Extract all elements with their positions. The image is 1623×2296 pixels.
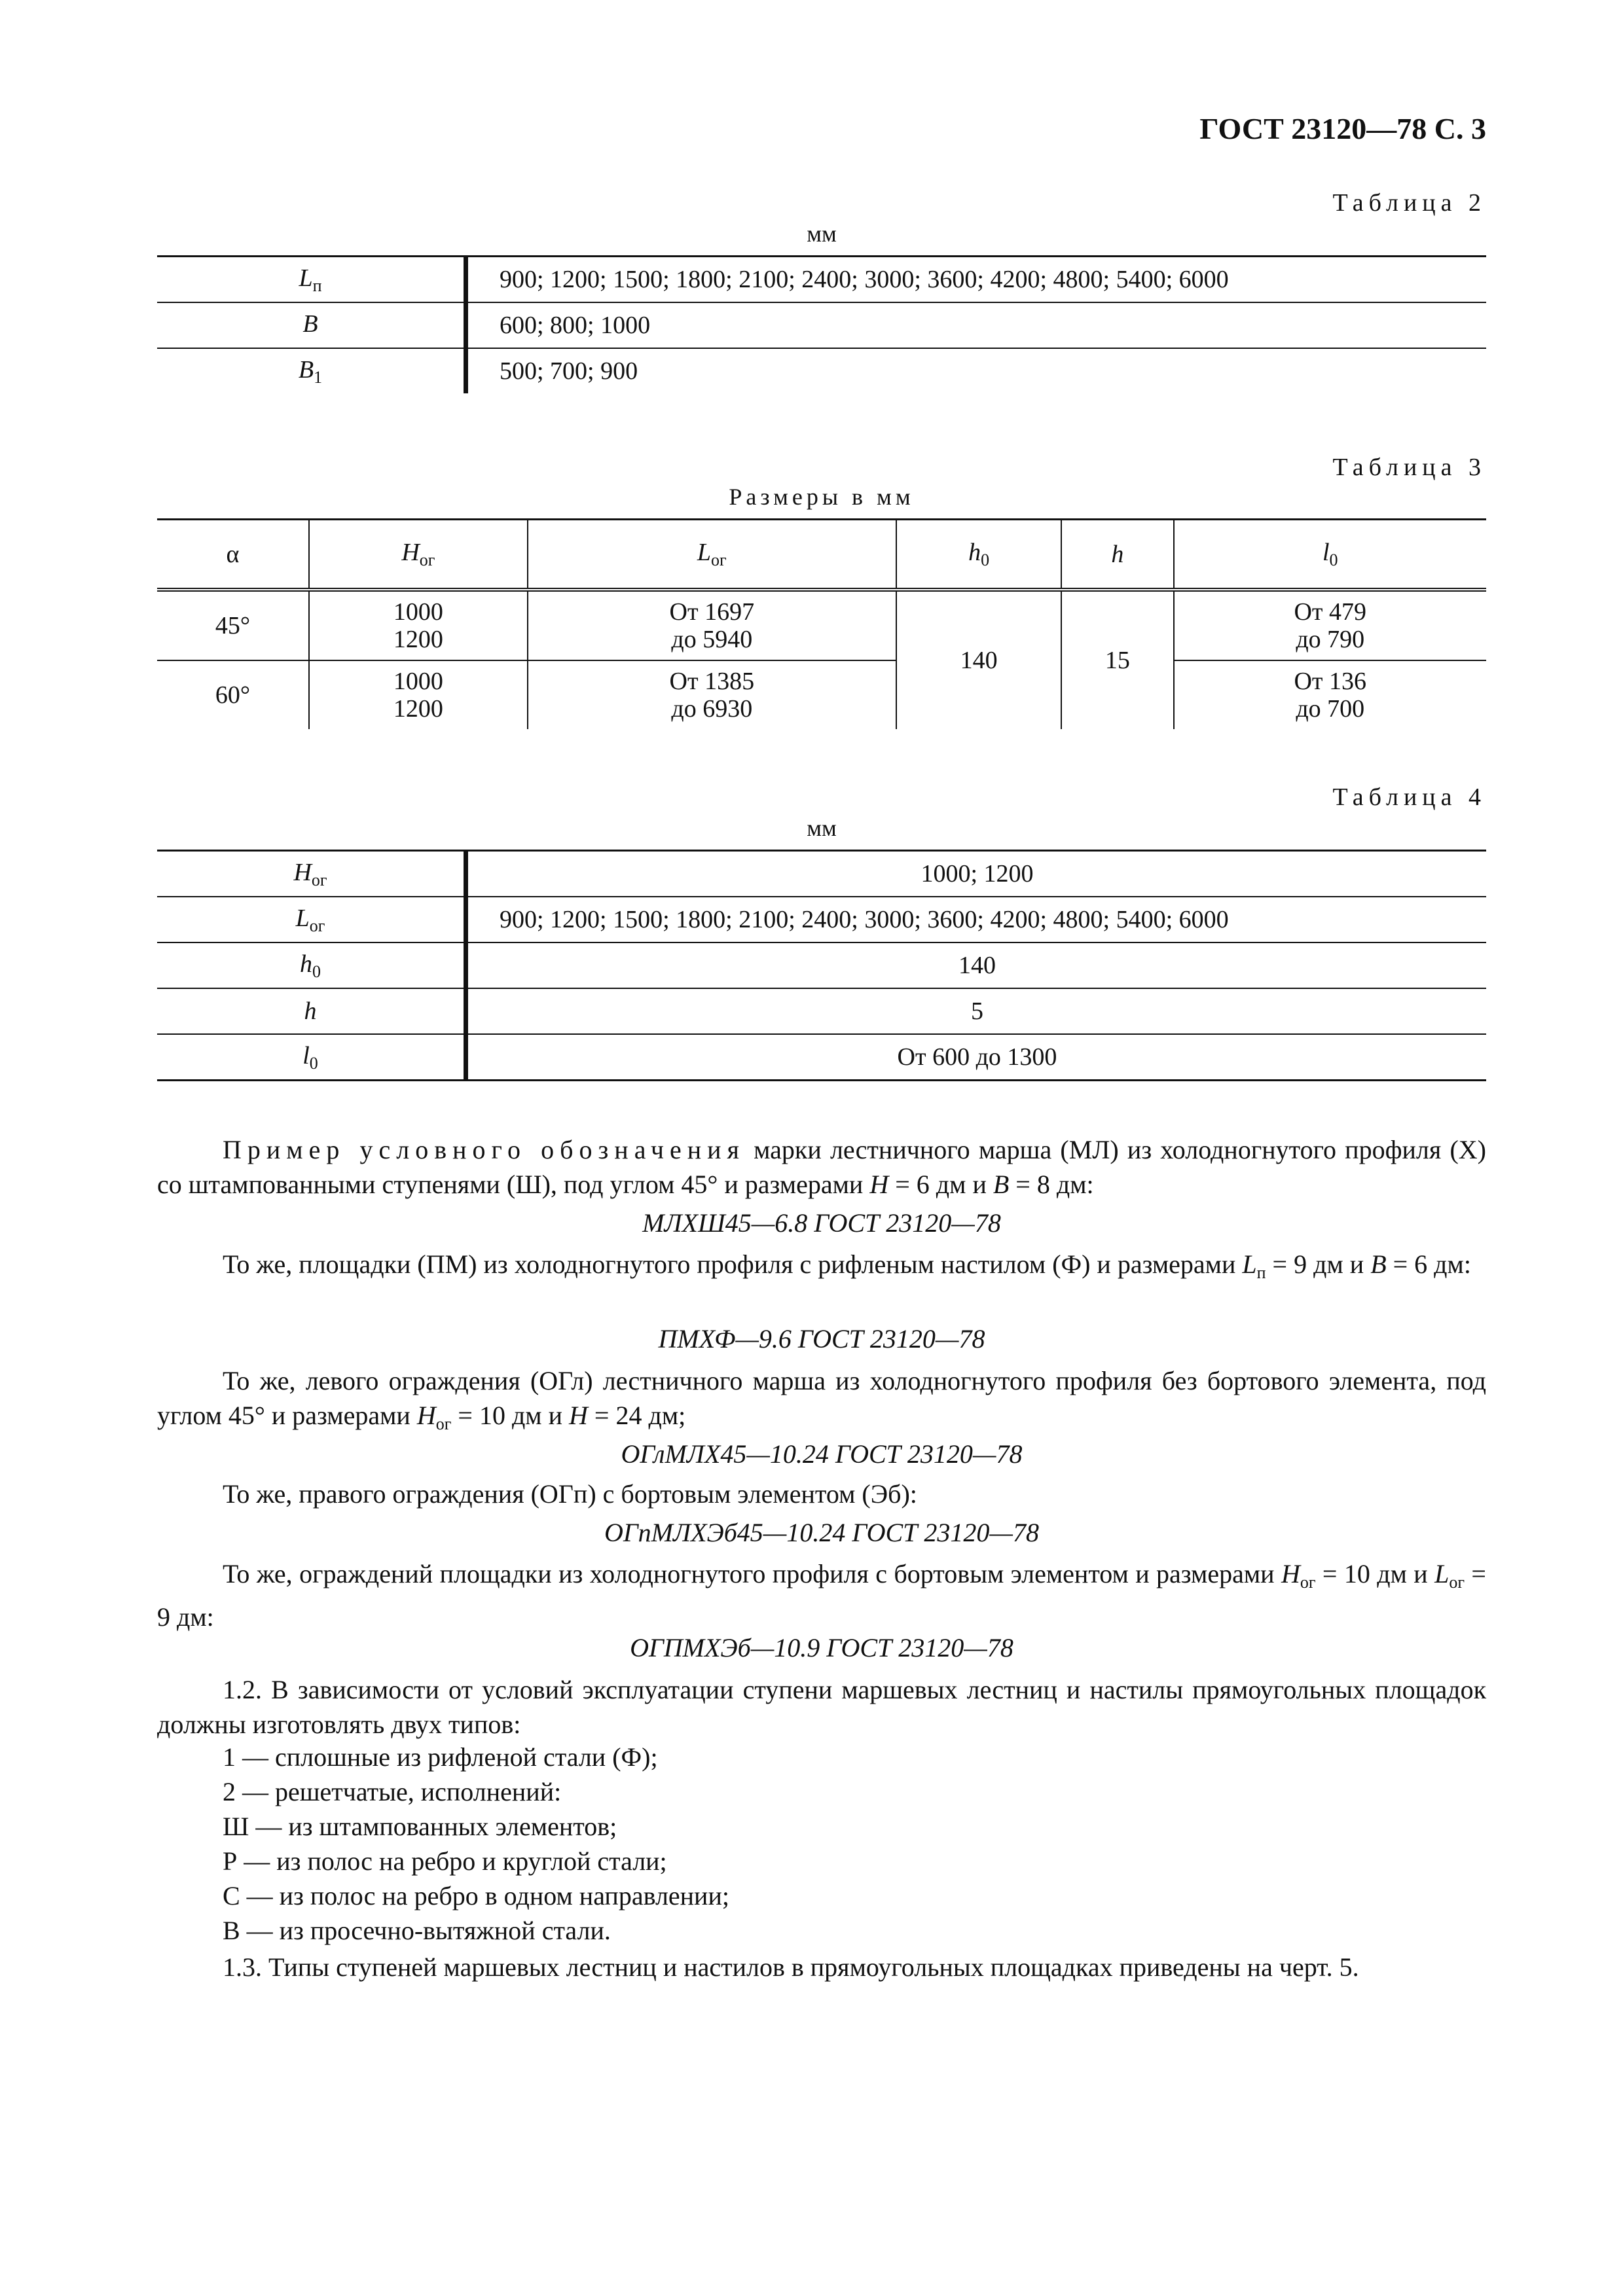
table-cell: 15 [1061,590,1173,729]
table2-label: Таблица 2 [1332,189,1486,217]
table-value: 900; 1200; 1500; 1800; 2100; 2400; 3000; 3600; 4200; 4800; 5400; 6000 [466,897,1487,942]
paragraph-platform: То же, площадки (ПМ) из холодногнутого профиля с рифленым настилом (Ф) и размерами $L_п = 9$ дм и B = 6 дм: [223,1249,1471,1282]
table2-units: мм [807,221,837,247]
table-value: 900; 1200; 1500; 1800; 2100; 2400; 3000; 3600; 4200; 4800; 5400; 6000 [466,257,1487,303]
table-cell: От 1385 до 6930 [528,660,896,729]
table-3 [157,518,1486,729]
table-row [157,302,1486,348]
designation-5: ОГПМХЭб—10.9 ГОСТ 23120—78 [630,1633,1013,1662]
column-header: $h_0$ [896,520,1062,590]
paragraph-left-fence: То же, левого ограждения (ОГл) лестничного марша из холодногнутого профиля без бортового элемента, под углом 45° и размерами $H_{ог} = 10$ дм и H = 24 дм; [157,1366,1486,1433]
table-row [157,1034,1486,1081]
paragraph-right-fence: То же, правого ограждения (ОГп) с бортовым элементом (Эб): [223,1479,917,1509]
column-header: $l_0$ [1174,520,1486,590]
table-cell: От 1697 до 5940 [528,590,896,660]
table-row [157,897,1486,942]
table-cell: От 136 до 700 [1294,668,1367,723]
table-symbol: B [157,302,466,348]
designation-1: МЛХШ45—6.8 ГОСТ 23120—78 [642,1208,1001,1238]
column-header: α [157,520,309,590]
table-cell: 60° [157,660,309,729]
table-value: 600; 800; 1000 [466,302,1487,348]
table-symbol: $L_{ог}$ [157,897,466,942]
table3-units: Размеры в мм [729,484,915,510]
designation-4: ОГпМЛХЭб45—10.24 ГОСТ 23120—78 [604,1518,1039,1547]
list-item: Ш — из штампованных элементов; [223,1812,617,1841]
list-item: Р — из полос на ребро и круглой стали; [223,1846,667,1876]
paragraph-example: Пример условного обозначения марки лестничного марша (МЛ) из холодногнутого профиля (Х) со штампованными ступенями (Ш), под углом 45° и размерами H = 6 дм и B = 8 дм: [157,1135,1486,1199]
paragraph-1-3: 1.3. Типы ступеней маршевых лестниц и настилов в прямоугольных площадках приведены на черт. 5. [223,1952,1359,1982]
column-header: $L_{ог}$ [528,520,896,590]
designation-3: ОГлМЛХ45—10.24 ГОСТ 23120—78 [621,1439,1023,1469]
table-2 [157,255,1486,393]
table-cell: От 479 до 790 [1174,590,1486,660]
table-symbol: $H_{ог}$ [157,851,466,897]
table-value: От 600 до 1300 [897,1043,1057,1071]
table-symbol: $L_п$ [157,257,466,303]
table-row [157,257,1486,303]
table-symbol: $h_0$ [157,942,466,988]
page-header: ГОСТ 23120—78 С. 3 [1199,112,1486,145]
table-symbol: h [157,988,466,1034]
table-value: 1000; 1200 [466,851,1487,897]
table-value: 500; 700; 900 [500,357,638,385]
table-cell: 140 [896,590,1062,729]
column-header: $H_{ог}$ [309,520,528,590]
list-item: 2 — решетчатые, исполнений: [223,1777,562,1806]
designation-2: ПМХФ—9.6 ГОСТ 23120—78 [658,1324,985,1354]
list-item: В — из просечно-вытяжной стали. [223,1916,611,1945]
table-row [157,988,1486,1034]
table-header-row [157,520,1486,590]
table-symbol: $B_1$ [157,348,466,393]
table-row [157,660,1486,729]
table-symbol: $l_0$ [157,1034,466,1081]
table4-units: мм [807,815,837,841]
table-value: 140 [466,942,1487,988]
table-row [157,348,1486,393]
table-row [157,942,1486,988]
paragraph-1-2: 1.2. В зависимости от условий эксплуатации ступени маршевых лестниц и настилы прямоугольных площадок должны изготовлять двух типов: [157,1675,1486,1739]
table-row [157,851,1486,897]
table-row [157,590,1486,660]
table-cell: 45° [157,590,309,660]
column-header: h [1061,520,1173,590]
list-item: 1 — сплошные из рифленой стали (Ф); [223,1742,658,1772]
table-cell: 1000 1200 [309,660,528,729]
table-cell: 1000 1200 [309,590,528,660]
table4-label: Таблица 4 [1332,783,1486,811]
table-4 [157,850,1486,1081]
paragraph-platform-fence: То же, ограждений площадки из холодногнутого профиля с бортовым элементом и размерами $H_{ог} = 10$ дм и $L_{ог} = 9$ дм: [157,1559,1486,1632]
list-item: С — из полос на ребро в одном направлении; [223,1881,729,1910]
table3-label: Таблица 3 [1332,454,1486,481]
table-value: 5 [466,988,1487,1034]
